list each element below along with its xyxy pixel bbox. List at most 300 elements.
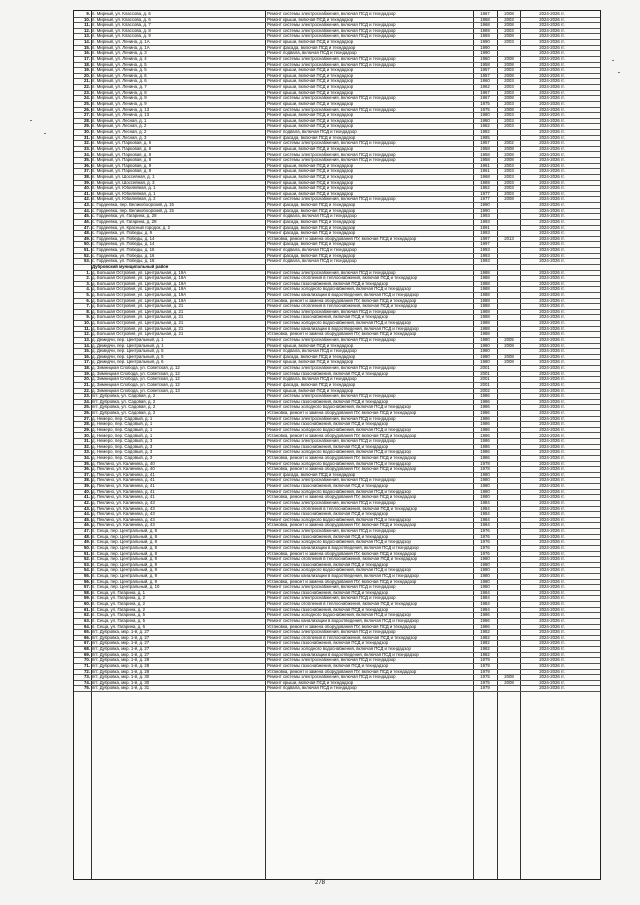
year-built-cell: 1957: [480, 140, 490, 146]
row-number: 21.: [84, 78, 90, 84]
address-cell: п. Мирный, ул. Ленина, д. 1А: [92, 44, 150, 50]
work-type-cell: Ремонт крыши, включая ПСД и техндадзор: [267, 39, 354, 45]
planned-period-cell: 2024-2026 гг.: [539, 241, 565, 247]
year-built-cell: 1986: [480, 438, 490, 444]
row-number: 18.: [84, 365, 90, 371]
planned-period-cell: 2024-2026 гг.: [539, 320, 565, 326]
row-number: 6.: [86, 297, 90, 303]
planned-period-cell: 2024-2026 гг.: [539, 95, 565, 101]
work-type-cell: Ремонт системы электроснабжения, включая ПСД и техндадзор: [267, 106, 396, 112]
year-built-cell: 1967: [480, 11, 490, 16]
planned-period-cell: 2024-2026 гг.: [539, 617, 565, 623]
year-built-cell: 1976: [480, 528, 490, 534]
address-cell: п. Сеща, ул. Гагарина, д. 5: [92, 612, 146, 618]
year-built-cell: 1982: [480, 634, 490, 640]
planned-period-cell: 2024-2026 гг.: [539, 393, 565, 399]
row-number: 37.: [84, 471, 90, 477]
work-type-cell: Ремонт фасада, включая ПСД и техндадзор: [267, 353, 356, 359]
year-built-cell: 1986: [480, 426, 490, 432]
work-type-cell: Ремонт системы холодного водоснабжения, включая ПСД и техндадзор: [267, 426, 411, 432]
year-built-cell: 1968: [480, 16, 490, 22]
work-type-cell: Ремонт системы отопления в теплоснабжения, включая ПСД и техндадзор: [267, 275, 418, 281]
address-cell: д. Немеро, пер. Садовый, д. 3: [92, 449, 153, 455]
row-number: 26.: [84, 106, 90, 112]
year-built-cell: 1958: [480, 157, 490, 163]
work-type-cell: Ремонт системы газоснабжения, включая ПСД и техндадзор: [267, 511, 389, 517]
work-type-cell: Ремонт системы электроснабжения, включая ПСД и техндадзор: [267, 196, 396, 202]
work-type-cell: Ремонт крыши, включая ПСД и техндадзор: [267, 84, 354, 90]
last-repair-year-cell: 2008: [504, 55, 514, 61]
row-number: 27.: [84, 415, 90, 421]
planned-period-cell: 2024-2026 гг.: [539, 573, 565, 578]
work-type-cell: Ремонт системы отопления в теплоснабжения, включая ПСД и техндадзор: [267, 505, 418, 511]
address-cell: с. Гордеевка, ул. Победы, д. 14: [92, 235, 155, 241]
address-cell: п. Сеща, ул. Гагарина, д. 2: [92, 595, 146, 601]
year-built-cell: 1975: [480, 674, 490, 680]
work-type-cell: Установка, ремонт и замена оборудования ПУ, включая ПСД и техндадзор: [267, 578, 417, 584]
work-type-cell: Ремонт системы электроснабжения, включая ПСД и техндадзор: [267, 61, 396, 67]
address-cell: п. Мирный, ул. Юбилейная, д. 1: [92, 185, 156, 191]
address-cell: пгт. Дубровка, мкр. 1-й, д. 27: [92, 640, 150, 646]
year-built-cell: 1980: [480, 353, 490, 359]
scan-speck: [612, 60, 614, 61]
address-cell: д. Пеклино, ул. Калинина, д. 41: [92, 488, 155, 494]
year-built-cell: 1969: [480, 27, 490, 33]
address-cell: п. Сеща, пер. Центральный, д. 9: [92, 556, 157, 562]
year-built-cell: 1984: [480, 606, 490, 612]
row-number: 21.: [84, 381, 90, 387]
row-number: 55.: [84, 573, 90, 578]
planned-period-cell: 2024-2026 гг.: [539, 275, 565, 281]
planned-period-cell: 2024-2026 гг.: [539, 471, 565, 477]
planned-period-cell: 2024-2026 гг.: [539, 556, 565, 562]
row-number: 74.: [84, 679, 90, 685]
planned-period-cell: 2024-2026 гг.: [539, 460, 565, 466]
row-number: 62.: [84, 612, 90, 618]
address-cell: п. Мирный, ул. Ленина, д. 5: [92, 67, 147, 73]
planned-period-cell: 2024-2026 гг.: [539, 185, 565, 191]
table-row: [74, 685, 600, 692]
work-type-cell: Ремонт системы канализации в водоотведения, включая ПСД и техндадзор: [267, 617, 419, 623]
work-type-cell: Ремонт системы электроснабжения, включая ПСД и техндадзор: [267, 629, 396, 635]
work-type-cell: Ремонт крыши, включая ПСД и техндадзор: [267, 173, 354, 179]
planned-period-cell: 2024-2026 гг.: [539, 477, 565, 483]
row-number: 39.: [84, 179, 90, 185]
row-number: 44.: [84, 511, 90, 517]
last-repair-year-cell: 2008: [504, 11, 514, 16]
work-type-cell: Установка, ремонт и замена оборудования ПУ, включая ПСД и техндадзор: [267, 466, 417, 472]
planned-period-cell: 2024-2026 гг.: [539, 16, 565, 22]
work-type-cell: Ремонт подвала, включая ПСД и техндадзор: [267, 247, 357, 253]
year-built-cell: 1986: [480, 623, 490, 629]
planned-period-cell: 2024-2026 гг.: [539, 499, 565, 505]
address-cell: д. Демидчи, пер. Центральный, д. 1: [92, 336, 164, 342]
work-type-cell: Ремонт крыши, включая ПСД и техндадзор: [267, 145, 354, 151]
planned-period-cell: 2024-2026 гг.: [539, 601, 565, 607]
address-cell: д. Пеклино, ул. Калинина, д. 41: [92, 477, 155, 483]
address-cell: пгт. Дубровка, мкр. 1-й, д. 31: [92, 685, 150, 691]
address-cell: д. Пеклино, ул. Калинина, д. 41: [92, 494, 155, 500]
work-type-cell: Ремонт системы газоснабжения, включая ПСД и техндадзор: [267, 421, 389, 427]
planned-period-cell: 2024-2026 гг.: [539, 151, 565, 157]
work-type-cell: Ремонт подвала, включая ПСД и техндадзор: [267, 129, 357, 135]
year-built-cell: 1976: [480, 550, 490, 556]
address-cell: п. Мирный, ул. Парковая, д. 9: [92, 162, 152, 168]
scan-speck: [618, 72, 620, 73]
address-cell: п. Мирный, ул. Шоссейная, д. 3: [92, 179, 155, 185]
work-type-cell: Ремонт системы электроснабжения, включая ПСД и техндадзор: [267, 55, 396, 61]
planned-period-cell: 2024-2026 гг.: [539, 157, 565, 163]
address-cell: п. Сеща, ул. Гагарина, д. 2: [92, 601, 146, 607]
planned-period-cell: 2024-2026 гг.: [539, 651, 565, 657]
row-number: 47.: [84, 224, 90, 230]
address-cell: д. Пеклино, ул. Калинина, д. 41: [92, 471, 155, 477]
address-cell: п. Мирный, ул. Ленина, д. 6: [92, 72, 147, 78]
planned-period-cell: 2024-2026 гг.: [539, 466, 565, 472]
work-type-cell: Ремонт фасада, включая ПСД и техндадзор: [267, 44, 356, 50]
year-built-cell: 1986: [480, 612, 490, 618]
planned-period-cell: 2024-2026 гг.: [539, 230, 565, 236]
planned-period-cell: 2024-2026 гг.: [539, 415, 565, 421]
row-number: 34.: [84, 454, 90, 460]
year-built-cell: 1980: [480, 573, 490, 578]
work-type-cell: Установка, ремонт и замена оборудования ПУ, включая ПСД и техндадзор: [267, 331, 417, 337]
row-number: 69.: [84, 651, 90, 657]
row-number: 23.: [84, 393, 90, 399]
address-cell: п. Мирный, ул. Классова, д. 6: [92, 16, 151, 22]
address-cell: д. Демидчи, пер. Центральный, д. 6: [92, 359, 164, 365]
work-type-cell: Установка, ремонт и замена оборудования ПУ, включая ПСД и техндадзор: [267, 668, 417, 674]
row-number: 56.: [84, 578, 90, 584]
year-built-cell: 1980: [480, 112, 490, 118]
address-cell: пгт. Дубровка, ул. Садовая, д. 2: [92, 404, 156, 410]
row-number: 52.: [84, 556, 90, 562]
address-cell: п. Мирный, ул. Парковая, д. 9: [92, 168, 152, 174]
work-type-cell: Ремонт системы электроснабжения, включая ПСД и техндадзор: [267, 33, 396, 39]
year-built-cell: 1961: [480, 168, 490, 174]
row-number: 42.: [84, 196, 90, 202]
work-type-cell: Ремонт системы газоснабжения, включая ПСД и техндадзор: [267, 640, 389, 646]
row-number: 32.: [84, 140, 90, 146]
work-type-cell: Ремонт крыши, включая ПСД и техндадзор: [267, 162, 354, 168]
row-number: 33.: [84, 145, 90, 151]
address-cell: д. Большая Островня, ул. Центральная, д. 21: [92, 308, 184, 314]
year-built-cell: 1958: [480, 151, 490, 157]
year-built-cell: 1980: [480, 488, 490, 494]
planned-period-cell: 2024-2026 гг.: [539, 162, 565, 168]
last-repair-year-cell: 2003: [504, 162, 514, 168]
work-type-cell: Установка, ремонт и замена оборудования ПУ, включая ПСД и техндадзор: [267, 410, 417, 416]
year-built-cell: 2002: [480, 387, 490, 393]
row-number: 9.: [86, 11, 90, 16]
last-repair-year-cell: 2003: [504, 179, 514, 185]
work-type-cell: Ремонт системы холодного водоснабжения, включая ПСД и техндадзор: [267, 646, 411, 652]
address-cell: п. Мирный, ул. Лесная, д. 1: [92, 117, 147, 123]
planned-period-cell: 2024-2026 гг.: [539, 679, 565, 685]
address-cell: пгт. Дубровка, мкр. 1-й, д. 30: [92, 679, 150, 685]
planned-period-cell: 2024-2026 гг.: [539, 589, 565, 595]
planned-period-cell: 2024-2026 гг.: [539, 117, 565, 123]
address-cell: пгт. Дубровка, мкр. 1-й, д. 28: [92, 668, 150, 674]
last-repair-year-cell: 2003: [504, 67, 514, 73]
row-number: 25.: [84, 404, 90, 410]
planned-period-cell: 2024-2026 гг.: [539, 449, 565, 455]
row-number: 19.: [84, 67, 90, 73]
address-cell: д. Большая Островня, ул. Центральная, д. 21: [92, 303, 184, 309]
work-type-cell: Ремонт системы отопления в теплоснабжения, включая ПСД и техндадзор: [267, 634, 418, 640]
work-type-cell: Ремонт подвала, включая ПСД и техндадзор: [267, 685, 357, 691]
work-type-cell: Ремонт системы газоснабжения, включая ПСД и техндадзор: [267, 280, 389, 286]
planned-period-cell: 2024-2026 гг.: [539, 39, 565, 45]
address-cell: п. Сеща, пер. Центральный, д. 9: [92, 567, 157, 573]
row-number: 20.: [84, 72, 90, 78]
planned-period-cell: 2024-2026 гг.: [539, 595, 565, 601]
row-number: 11.: [84, 22, 90, 28]
year-built-cell: 1976: [480, 533, 490, 539]
year-built-cell: 1984: [480, 522, 490, 528]
planned-period-cell: 2024-2026 гг.: [539, 623, 565, 629]
work-type-cell: Ремонт системы отопления в теплоснабжения, включая ПСД и техндадзор: [267, 303, 418, 309]
year-built-cell: 1990: [480, 202, 490, 208]
row-number: 48.: [84, 230, 90, 236]
work-type-cell: Установка, ремонт и замена оборудования ПУ, включая ПСД и техндадзор: [267, 454, 417, 460]
address-cell: д. Большая Островня, ул. Центральная, д. 21: [92, 314, 184, 320]
address-cell: п. Сеща, ул. Гагарина, д. 6: [92, 623, 146, 629]
address-cell: д. Пеклино, ул. Калинина, д. 40: [92, 466, 155, 472]
work-type-cell: Ремонт системы холодного водоснабжения, включая ПСД и техндадзор: [267, 516, 411, 522]
row-number: 59.: [84, 595, 90, 601]
work-type-cell: Ремонт системы канализации в водоотведения, включая ПСД и техндадзор: [267, 651, 419, 657]
work-type-cell: Ремонт системы холодного водоснабжения, включая ПСД и техндадзор: [267, 286, 411, 292]
address-cell: пгт. Дубровка, мкр. 1-й, д. 27: [92, 651, 150, 657]
row-number: 15.: [84, 348, 90, 354]
address-cell: п. Сеща, пер. Центральный, д. 8: [92, 533, 157, 539]
work-type-cell: Ремонт системы канализации в водоотведения, включая ПСД и техндадзор: [267, 292, 419, 297]
address-cell: д. Демидчи, пер. Центральный, д. 1: [92, 342, 164, 348]
work-type-cell: Установка, ремонт и замена оборудования ПУ, включая ПСД и техндадзор: [267, 235, 417, 241]
row-number: 28.: [84, 421, 90, 427]
address-cell: п. Мирный, ул. Ленина, д. 13: [92, 112, 150, 118]
planned-period-cell: 2024-2026 гг.: [539, 325, 565, 331]
register-table: [73, 10, 601, 880]
row-number: 72.: [84, 668, 90, 674]
address-cell: п. Мирный, ул. Классова, д. 7: [92, 22, 151, 28]
address-cell: п. Мирный, ул. Парковая, д. 6: [92, 140, 152, 146]
year-built-cell: 1988: [480, 331, 490, 337]
planned-period-cell: 2024-2026 гг.: [539, 539, 565, 545]
year-built-cell: 2001: [480, 376, 490, 382]
year-built-cell: 1980: [480, 359, 490, 365]
last-repair-year-cell: 2003: [504, 78, 514, 84]
work-type-cell: Ремонт подвала, включая ПСД и техндадзор: [267, 258, 357, 264]
year-built-cell: 1968: [480, 173, 490, 179]
address-cell: пгт. Дубровка, мкр. 1-й, д. 27: [92, 646, 150, 652]
address-cell: д. Пеклино, ул. Калинина, д. 43: [92, 505, 155, 511]
last-repair-year-cell: 2005: [504, 336, 514, 342]
year-built-cell: 2001: [480, 381, 490, 387]
year-built-cell: 1988: [480, 325, 490, 331]
planned-period-cell: 2024-2026 гг.: [539, 72, 565, 78]
last-repair-year-cell: 2003: [504, 100, 514, 106]
address-cell: п. Мирный, ул. Парковая, д. 6: [92, 145, 152, 151]
row-number: 13.: [84, 33, 90, 39]
planned-period-cell: 2024-2026 гг.: [539, 50, 565, 56]
address-cell: п. Мирный, ул. Ленина, д. 9: [92, 100, 147, 106]
row-number: 36.: [84, 162, 90, 168]
planned-period-cell: 2024-2026 гг.: [539, 606, 565, 612]
year-built-cell: 1980: [480, 556, 490, 562]
row-number: 29.: [84, 123, 90, 129]
work-type-cell: Установка, ремонт и замена оборудования ПУ, включая ПСД и техндадзор: [267, 550, 417, 556]
year-built-cell: 1975: [480, 106, 490, 112]
work-type-cell: Ремонт фасада, включая ПСД и техндадзор: [267, 241, 356, 247]
year-built-cell: 1984: [480, 601, 490, 607]
planned-period-cell: 2024-2026 гг.: [539, 584, 565, 590]
last-repair-year-cell: 2002: [504, 140, 514, 146]
planned-period-cell: 2024-2026 гг.: [539, 432, 565, 438]
work-type-cell: Ремонт фасада, включая ПСД и техндадзор: [267, 202, 356, 208]
planned-period-cell: 2024-2026 гг.: [539, 218, 565, 224]
planned-period-cell: 2024-2026 гг.: [539, 657, 565, 663]
work-type-cell: Ремонт крыши, включая ПСД и техндадзор: [267, 387, 354, 393]
planned-period-cell: 2024-2026 гг.: [539, 561, 565, 567]
row-number: 73.: [84, 674, 90, 680]
row-number: 57.: [84, 584, 90, 590]
year-built-cell: 1985: [480, 134, 490, 140]
address-cell: д. Демидчи, пер. Центральный, д. 5: [92, 348, 164, 354]
planned-period-cell: 2024-2026 гг.: [539, 640, 565, 646]
work-type-cell: Ремонт системы электроснабжения, включая ПСД и техндадзор: [267, 365, 396, 371]
work-type-cell: Ремонт системы электроснабжения, включая ПСД и техндадзор: [267, 499, 396, 505]
row-number: 36.: [84, 466, 90, 472]
planned-period-cell: 2024-2026 гг.: [539, 27, 565, 33]
row-number: 10.: [84, 16, 90, 22]
planned-period-cell: 2024-2026 гг.: [539, 410, 565, 416]
row-number: 18.: [84, 61, 90, 67]
row-number: 27.: [84, 112, 90, 118]
work-type-cell: Ремонт системы канализации в водоотведения, включая ПСД и техндадзор: [267, 573, 419, 578]
address-cell: п. Мирный, ул. Парковая, д. 8: [92, 151, 152, 157]
row-number: 54.: [84, 567, 90, 573]
row-number: 68.: [84, 646, 90, 652]
address-cell: п. Мирный, ул. Ленина, д. 1А: [92, 39, 150, 45]
planned-period-cell: 2024-2026 гг.: [539, 61, 565, 67]
address-cell: д. Зимницкая Слобода, ул. Советская, д. 12: [92, 365, 180, 371]
row-number: 65.: [84, 629, 90, 635]
address-cell: д. Пеклино, ул. Калинина, д. 43: [92, 522, 155, 528]
address-cell: п. Мирный, ул. Ленина, д. 13: [92, 106, 150, 112]
work-type-cell: Ремонт крыши, включая ПСД и техндадзор: [267, 679, 354, 685]
planned-period-cell: 2024-2026 гг.: [539, 578, 565, 584]
address-cell: д. Зимницкая Слобода, ул. Советская, д. 12: [92, 381, 180, 387]
address-cell: п. Сеща, пер. Центральный, д. 8: [92, 539, 157, 545]
work-type-cell: Ремонт системы электроснабжения, включая ПСД и техндадзор: [267, 308, 396, 314]
address-cell: д. Пеклино, ул. Калинина, д. 43: [92, 516, 155, 522]
address-cell: пгт. Дубровка, мкр. 1-й, д. 27: [92, 634, 150, 640]
work-type-cell: Ремонт системы газоснабжения, включая ПСД и техндадзор: [267, 398, 389, 404]
row-number: 63.: [84, 617, 90, 623]
work-type-cell: Ремонт фасада, включая ПСД и техндадзор: [267, 230, 356, 236]
year-built-cell: 1977: [480, 196, 490, 202]
year-built-cell: 1986: [480, 393, 490, 399]
last-repair-year-cell: 2008: [504, 22, 514, 28]
work-type-cell: Ремонт крыши, включая ПСД и техндадзор: [267, 78, 354, 84]
address-cell: д. Большая Островня, ул. Центральная, д. 21: [92, 325, 184, 331]
row-number: 41.: [84, 190, 90, 196]
planned-period-cell: 2024-2026 гг.: [539, 44, 565, 50]
planned-period-cell: 2024-2026 гг.: [539, 454, 565, 460]
planned-period-cell: 2024-2026 гг.: [539, 269, 565, 275]
planned-period-cell: 2024-2026 гг.: [539, 550, 565, 556]
row-number: 43.: [84, 505, 90, 511]
row-number: 14.: [84, 39, 90, 45]
work-type-cell: Ремонт фасада, включая ПСД и техндадзор: [267, 471, 356, 477]
row-number: 45.: [84, 213, 90, 219]
year-built-cell: 1986: [480, 454, 490, 460]
planned-period-cell: 2024-2026 гг.: [539, 89, 565, 95]
planned-period-cell: 2024-2026 гг.: [539, 297, 565, 303]
planned-period-cell: 2024-2026 гг.: [539, 331, 565, 337]
row-number: 34.: [84, 151, 90, 157]
planned-period-cell: 2024-2026 гг.: [539, 511, 565, 517]
address-cell: п. Сеща, ул. Гагарина, д. 2: [92, 606, 146, 612]
last-repair-year-cell: 2003: [504, 173, 514, 179]
work-type-cell: Ремонт системы электроснабжения, включая ПСД и техндадзор: [267, 584, 396, 590]
last-repair-year-cell: 2003: [504, 16, 514, 22]
work-type-cell: Ремонт системы холодного водоснабжения, включая ПСД и техндадзор: [267, 567, 411, 573]
address-cell: п. Сеща, пер. Центральный, д. 9: [92, 561, 157, 567]
work-type-cell: Установка, ремонт и замена оборудования ПУ, включая ПСД и техндадзор: [267, 494, 417, 500]
planned-period-cell: 2024-2026 гг.: [539, 426, 565, 432]
row-number: 42.: [84, 499, 90, 505]
year-built-cell: 1980: [480, 578, 490, 584]
year-built-cell: 1967: [480, 95, 490, 101]
last-repair-year-cell: 2013: [504, 235, 514, 241]
work-type-cell: Ремонт системы холодного водоснабжения, включая ПСД и техндадзор: [267, 404, 411, 410]
planned-period-cell: 2024-2026 гг.: [539, 668, 565, 674]
address-cell: п. Мирный, ул. Ленина, д. 5: [92, 61, 147, 67]
planned-period-cell: 2024-2026 гг.: [539, 528, 565, 534]
year-built-cell: 1988: [480, 275, 490, 281]
last-repair-year-cell: 2008: [504, 33, 514, 39]
year-built-cell: 1988: [480, 314, 490, 320]
year-built-cell: 1980: [480, 561, 490, 567]
planned-period-cell: 2024-2026 гг.: [539, 33, 565, 39]
address-cell: п. Сеща, ул. Гагарина, д. 1: [92, 589, 146, 595]
planned-period-cell: 2024-2026 гг.: [539, 22, 565, 28]
year-built-cell: 1978: [480, 460, 490, 466]
row-number: 3.: [86, 280, 90, 286]
year-built-cell: 1993: [480, 252, 490, 258]
year-built-cell: 1980: [480, 348, 490, 354]
year-built-cell: 1988: [480, 320, 490, 326]
row-number: 33.: [84, 449, 90, 455]
address-cell: пгт. Дубровка, мкр. 1-й, д. 30: [92, 674, 150, 680]
row-number: 29.: [84, 426, 90, 432]
row-number: 64.: [84, 623, 90, 629]
year-built-cell: 1982: [480, 129, 490, 135]
row-number: 40.: [84, 185, 90, 191]
year-built-cell: 1977: [480, 190, 490, 196]
planned-period-cell: 2024-2026 гг.: [539, 348, 565, 354]
year-built-cell: 1976: [480, 544, 490, 550]
work-type-cell: Ремонт подвала, включая ПСД и техндадзор: [267, 50, 357, 56]
work-type-cell: Ремонт системы холодного водоснабжения, включая ПСД и техндадзор: [267, 449, 411, 455]
work-type-cell: Ремонт крыши, включая ПСД и техндадзор: [267, 179, 354, 185]
row-number: 58.: [84, 589, 90, 595]
address-cell: с. Гордеевка, ул. Гагарина, д. 28: [92, 213, 157, 219]
planned-period-cell: 2024-2026 гг.: [539, 303, 565, 309]
